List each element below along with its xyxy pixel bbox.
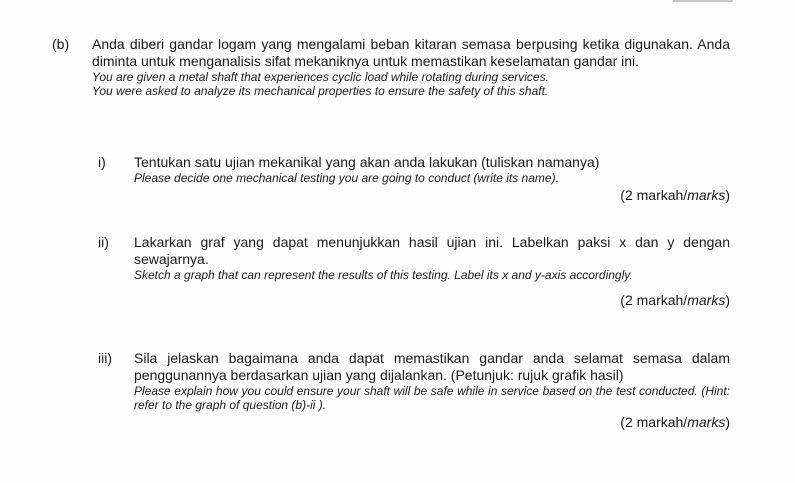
sub-question-english: Please explain how you could ensure your shaft will be safe while in service based on the test conducted. (Hint: refer to the graph of question (b)-ii ).	[134, 384, 730, 412]
sub-question-number: ii)	[98, 234, 109, 250]
sub-question-body	[134, 350, 730, 431]
marks-label: (2 markah/marks)	[620, 187, 730, 203]
intro-malay-text: Anda diberi gandar logam yang mengalami beban kitaran semasa berpusing ketika digunakan. Anda diminta untuk menganalisis sifat mekaniknya untuk memastikan keselamatan gandar ini.	[92, 36, 730, 69]
intro-english-line-2: You were asked to analyze its mechanical properties to ensure the safety of this shaft.	[92, 84, 549, 98]
sub-question-english: Please decide one mechanical testing you are going to conduct (write its name).	[134, 171, 559, 185]
sub-question-number: i)	[98, 154, 106, 170]
marks-label: (2 markah/marks)	[620, 414, 730, 430]
top-divider	[673, 0, 733, 2]
sub-question-number: iii)	[98, 350, 112, 366]
marks-label: (2 markah/marks)	[620, 292, 730, 308]
question-intro	[92, 36, 730, 98]
question-label: (b)	[52, 36, 70, 52]
sub-question-body	[134, 234, 730, 309]
sub-question-english: Sketch a graph that can represent the results of this testing. Label its x and y-axis accordingly.	[134, 268, 633, 282]
sub-question-malay: Sila jelaskan bagaimana anda dapat memastikan gandar anda selamat semasa dalam penggunannya berdasarkan ujian yang dijalankan. (Petunjuk: rujuk grafik hasil)	[134, 350, 730, 383]
sub-question-body	[134, 154, 730, 204]
sub-question-malay: Lakarkan graf yang dapat menunjukkan hasil ujian ini. Labelkan paksi x dan y dengan sewajarnya.	[134, 234, 730, 267]
sub-question-malay: Tentukan satu ujian mekanikal yang akan anda lakukan (tuliskan namanya)	[134, 154, 600, 170]
intro-english-line-1: You are given a metal shaft that experiences cyclic load while rotating during services.	[92, 70, 549, 84]
